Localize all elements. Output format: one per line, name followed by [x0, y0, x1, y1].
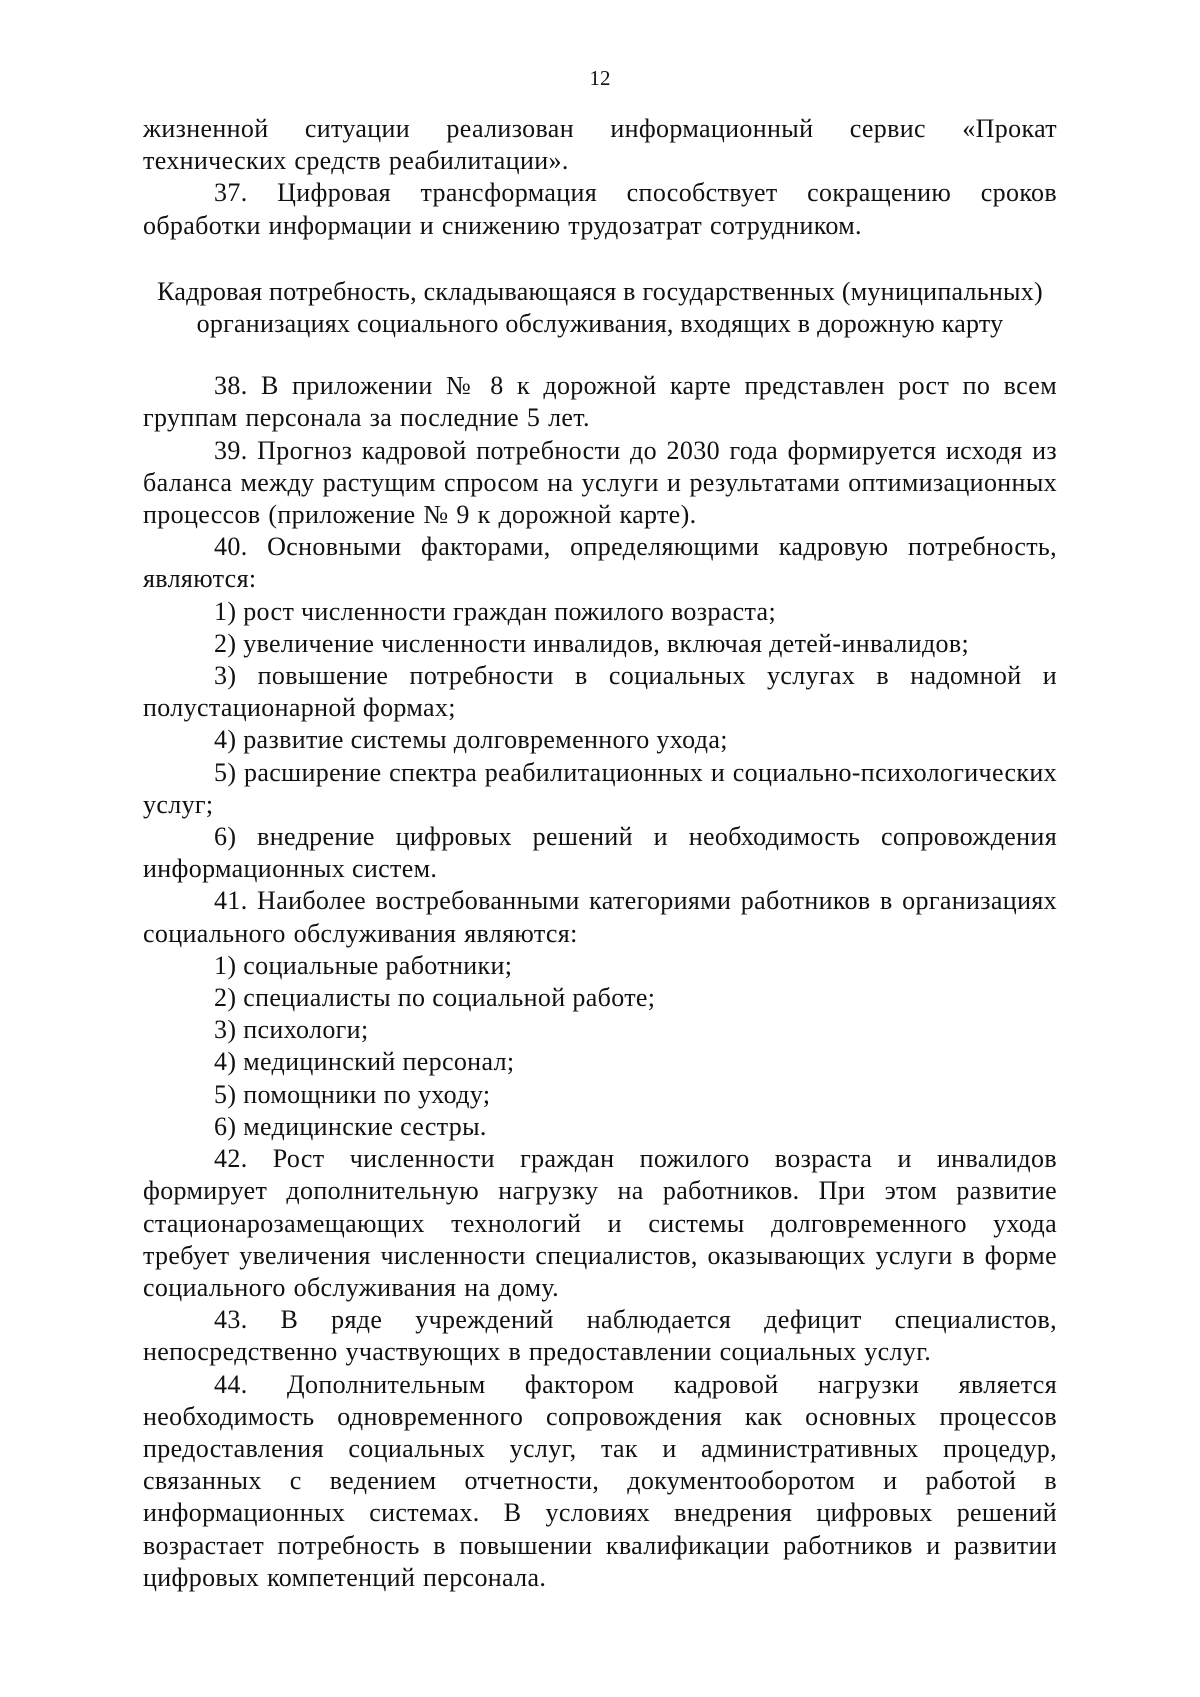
list-item: 1) социальные работники; [214, 950, 513, 980]
paragraph-39: 39. Прогноз кадровой потребности до 2030 года формируется исходя из баланса между растущим спросом на услуги и результатами оптимизационных процессов (приложение № 9 к дорожной карте). [143, 435, 1057, 530]
list-item: 6) медицинские сестры. [214, 1111, 487, 1141]
paragraph-41: 41. Наиболее востребованными категориями работников в организациях социального обслуживания являются: [143, 886, 1057, 948]
document-body [143, 113, 1057, 1594]
list-item: 3) повышение потребности в социальных услугах в надомной и полустационарной формах; [143, 661, 1057, 723]
paragraph-continuation: жизненной ситуации реализован информационный сервис «Прокат технических средств реабилитации». [143, 114, 1057, 176]
list-item: 2) специалисты по социальной работе; [214, 983, 656, 1013]
list-item: 2) увеличение численности инвалидов, включая детей-инвалидов; [214, 628, 970, 658]
section-heading-line-2: организациях социального обслуживания, входящих в дорожную карту [196, 309, 1004, 339]
paragraph-42: 42. Рост численности граждан пожилого возраста и инвалидов формирует дополнительную нагрузку на работников. При этом развитие стационарозамещающих технологий и системы долговременного ухода требует увеличения численности специалистов, оказывающих услуги в форме социального обслуживания на дому. [143, 1144, 1057, 1302]
paragraph-43: 43. В ряде учреждений наблюдается дефицит специалистов, непосредственно участвующих в предоставлении социальных услуг. [143, 1305, 1057, 1367]
list-item: 5) расширение спектра реабилитационных и социально-психологических услуг; [143, 757, 1057, 819]
list-item: 1) рост численности граждан пожилого возраста; [214, 596, 777, 626]
list-item: 4) развитие системы долговременного ухода; [214, 725, 728, 755]
list-item: 6) внедрение цифровых решений и необходимость сопровождения информационных систем. [143, 822, 1057, 884]
list-item: 4) медицинский персонал; [214, 1047, 515, 1077]
paragraph-38: 38. В приложении № 8 к дорожной карте представлен рост по всем группам персонала за последние 5 лет. [143, 371, 1057, 433]
list-item: 5) помощники по уходу; [214, 1079, 491, 1109]
paragraph-44: 44. Дополнительным фактором кадровой нагрузки является необходимость одновременного сопровождения как основных процессов предоставления социальных услуг, так и административных процедур, связанных с ведением отчетности, документооборотом и работой в информационных системах. В условиях внедрения цифровых решений возрастает потребность в повышении квалификации работников и развитии цифровых компетенций персонала. [143, 1369, 1057, 1592]
section-heading-line-1: Кадровая потребность, складывающаяся в государственных (муниципальных) [157, 276, 1043, 306]
section-heading [143, 276, 1057, 340]
paragraph-40: 40. Основными факторами, определяющими кадровую потребность, являются: [143, 532, 1057, 594]
paragraph-37: 37. Цифровая трансформация способствует сокращению сроков обработки информации и снижению трудозатрат сотрудником. [143, 178, 1057, 240]
list-item: 3) психологи; [214, 1015, 369, 1045]
page-number: 12 [589, 66, 611, 90]
